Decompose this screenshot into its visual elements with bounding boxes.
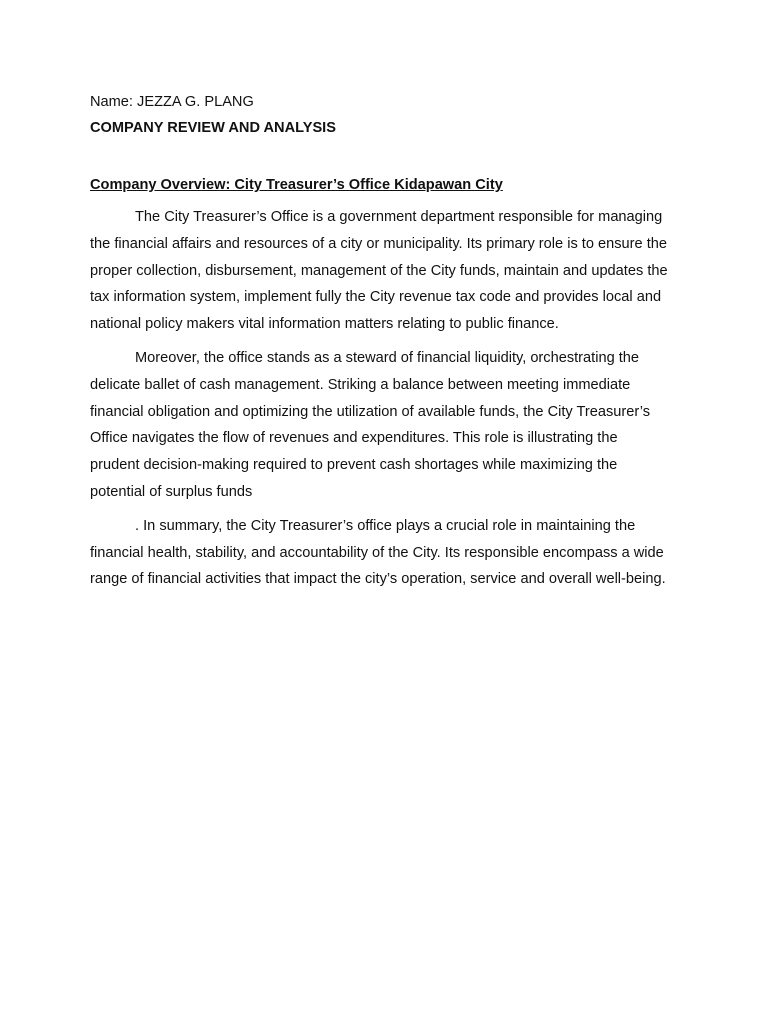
paragraph-overview: The City Treasurer’s Office is a government department responsible for managing the financial affairs and resources of a city or municipality. Its primary role is to ensure the proper collection, disbursement, management of the City funds, maintain and updates the tax information system, implement fully the City revenue tax code and provides local and national policy makers vital information matters relating to public finance. [90,209,668,333]
document-title: COMPANY REVIEW AND ANALYSIS [90,120,336,136]
author-name-line: Name: JEZZA G. PLANG [90,94,254,110]
document-body [90,92,670,593]
paragraph-summary: . In summary, the City Treasurer’s office plays a crucial role in maintaining the financial health, stability, and accountability of the City. Its responsible encompass a wide range of financial activities that impact the city’s operation, service and overall well-being. [90,517,666,588]
section-heading: Company Overview: City Treasurer’s Office Kidapawan City [90,177,503,193]
paragraph-liquidity: Moreover, the office stands as a steward of financial liquidity, orchestrating the delicate ballet of cash management. Striking a balance between meeting immediate financial obligation and optimizing the utilization of available funds, the City Treasurer’s Office navigates the flow of revenues and expenditures. This role is illustrating the prudent decision-making required to prevent cash shortages while maximizing the potential of surplus funds [90,349,651,500]
